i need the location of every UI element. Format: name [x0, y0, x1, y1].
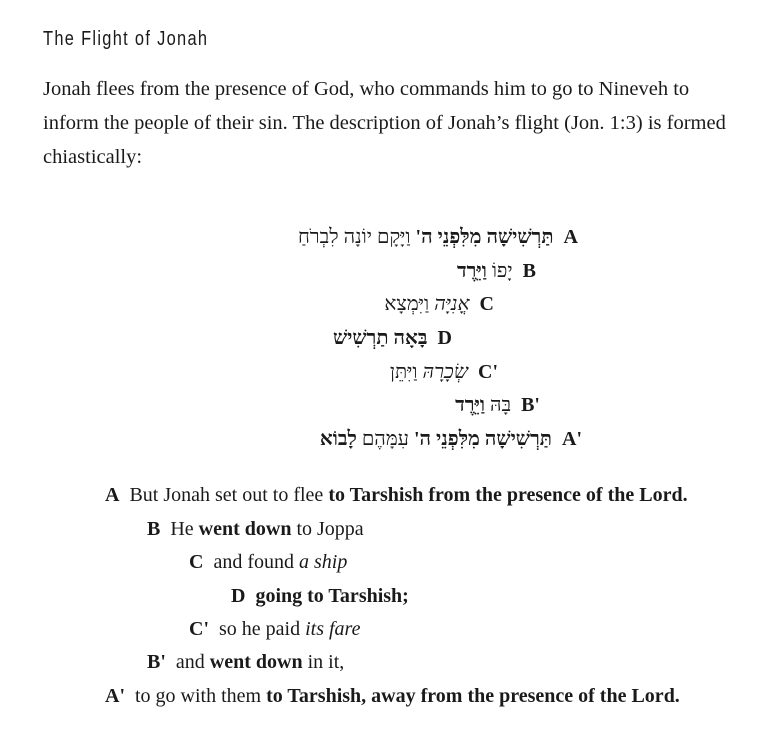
hebrew-text: אֳנִיָּה וַיִּמְצָא: [384, 293, 470, 315]
hebrew-line-d: [333, 323, 452, 353]
hebrew-text: תַּרְשִׁישָׁה מִלִּפְנֵי ה' עִמָּהֶם לָבוֹא: [319, 428, 552, 450]
section-title: The Flight of Jonah: [43, 28, 209, 50]
chiasm-label: A: [105, 484, 120, 506]
chiasm-label: B: [522, 260, 536, 282]
hebrew-line-b-prime: [455, 390, 540, 420]
hebrew-line-c: [384, 289, 494, 319]
chiasm-label: A': [562, 428, 582, 450]
chiasm-label: B': [147, 651, 166, 673]
english-line-c-prime: C' so he paid its fare: [189, 618, 361, 640]
intro-paragraph: Jonah flees from the presence of God, who commands him to go to Nineveh to inform the people of their sin. The description of Jonah’s flight (Jon. 1:3) is formed chiastically:: [43, 78, 726, 168]
hebrew-line-a: [298, 222, 578, 252]
chiasm-label: A: [563, 226, 578, 248]
chiasm-label: C': [189, 618, 209, 640]
english-line-b: B He went down to Joppa: [147, 518, 364, 540]
chiasm-label: B': [521, 394, 540, 416]
hebrew-line-b: [457, 256, 536, 286]
hebrew-text: בָּהּ וַיֵּרֶד: [455, 394, 512, 416]
hebrew-text: יָפוֹ וַיֵּרֶד: [457, 260, 513, 282]
hebrew-text: שְׂכָרָהּ וַיִּתֵּן: [389, 361, 468, 383]
english-line-c: C and found a ship: [189, 551, 348, 573]
english-line-b-prime: B' and went down in it,: [147, 651, 345, 673]
chiasm-label: C': [478, 361, 498, 383]
hebrew-text: בָּאָה תַרְשִׁישׁ: [332, 327, 428, 349]
chiasm-label: A': [105, 685, 125, 707]
hebrew-text: תַּרְשִׁישָׁה מִלִּפְנֵי ה' וַיָּקָם יוֹנָה לִבְרֹחַ: [297, 226, 554, 248]
chiasm-label: B: [147, 518, 161, 540]
english-line-d: D going to Tarshish;: [231, 585, 409, 607]
chiasm-label: C: [479, 293, 494, 315]
chiasm-label: D: [231, 585, 246, 607]
chiasm-label: C: [189, 551, 204, 573]
chiasm-label: D: [437, 327, 452, 349]
english-line-a: A But Jonah set out to flee to Tarshish from the presence of the Lord.: [105, 484, 688, 506]
english-line-a-prime: A' to go with them to Tarshish, away from the presence of the Lord.: [105, 685, 680, 707]
hebrew-line-c-prime: [390, 357, 498, 387]
hebrew-line-a-prime: [320, 424, 582, 454]
